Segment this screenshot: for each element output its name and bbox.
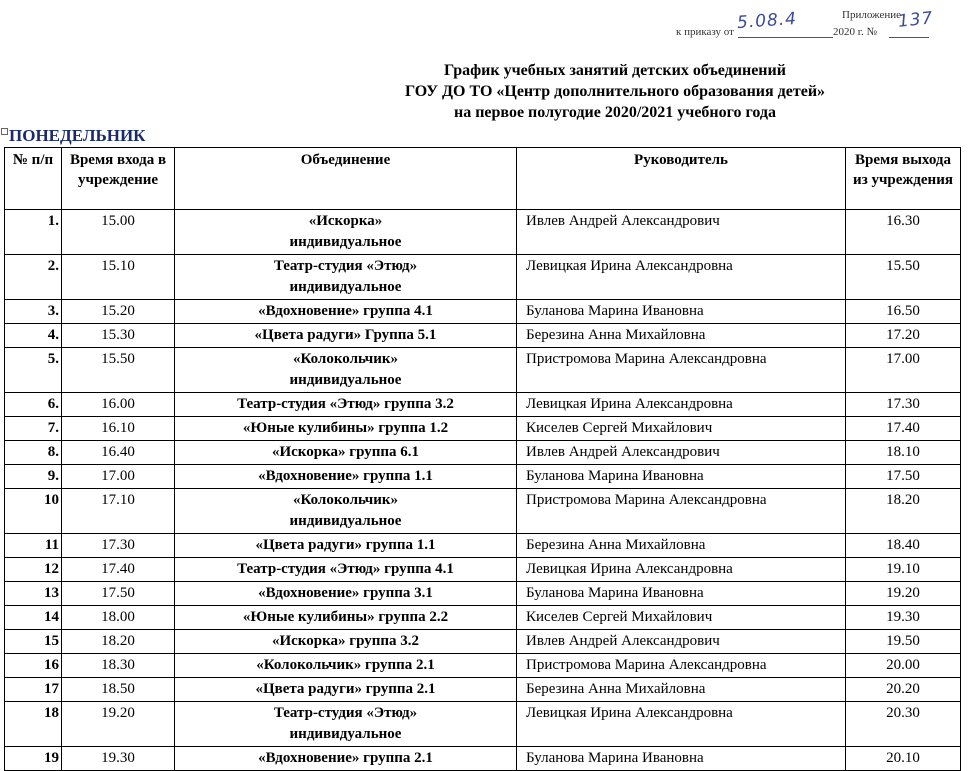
handwritten-number: 137 [897, 8, 935, 32]
time-in: 15.50 [62, 348, 175, 393]
club-name [175, 582, 517, 606]
club-type: индивидуальное [289, 513, 402, 529]
table-row [5, 606, 961, 630]
header-num: № п/п [5, 148, 62, 210]
head-name: Березина Анна Михайловна [517, 678, 846, 702]
time-out: 19.20 [846, 582, 961, 606]
club-name [175, 558, 517, 582]
time-in: 19.20 [62, 702, 175, 747]
club-type: индивидуальное [289, 372, 402, 388]
club-title: Театр-студия «Этюд» [273, 705, 418, 721]
head-name: Левицкая Ирина Александровна [517, 702, 846, 747]
table-row [5, 630, 961, 654]
club-title: «Вдохновение» группа 2.1 [258, 750, 433, 766]
header-head: Руководитель [517, 148, 846, 210]
table-row [5, 210, 961, 255]
time-in: 19.30 [62, 747, 175, 771]
club-title: «Цвета радуги» группа 2.1 [255, 681, 436, 697]
time-in: 16.10 [62, 417, 175, 441]
time-out: 15.50 [846, 255, 961, 300]
time-in: 15.30 [62, 324, 175, 348]
club-name [175, 348, 517, 393]
table-row [5, 489, 961, 534]
table-row [5, 465, 961, 489]
time-out: 17.40 [846, 417, 961, 441]
table-row [5, 558, 961, 582]
club-name [175, 747, 517, 771]
table-header-row [5, 148, 961, 210]
row-number: 6. [5, 393, 62, 417]
table-row [5, 582, 961, 606]
club-name [175, 465, 517, 489]
row-number: 10 [5, 489, 62, 534]
time-in: 18.50 [62, 678, 175, 702]
document-title-line1: График учебных занятий детских объединений [444, 62, 786, 79]
time-in: 17.00 [62, 465, 175, 489]
club-name [175, 606, 517, 630]
club-name [175, 654, 517, 678]
head-name: Березина Анна Михайловна [517, 534, 846, 558]
time-in: 17.30 [62, 534, 175, 558]
club-type: индивидуальное [289, 234, 402, 250]
date-underline [738, 37, 833, 38]
head-name: Березина Анна Михайловна [517, 324, 846, 348]
time-out: 16.50 [846, 300, 961, 324]
row-number: 17 [5, 678, 62, 702]
row-number: 9. [5, 465, 62, 489]
time-out: 16.30 [846, 210, 961, 255]
anchor-marker-icon [1, 128, 8, 135]
header-time-out: Время выхода из учреждения [846, 148, 961, 210]
row-number: 11 [5, 534, 62, 558]
club-title: «Вдохновение» группа 1.1 [258, 468, 433, 484]
header-club: Объединение [175, 148, 517, 210]
table-body [5, 210, 961, 771]
time-out: 20.10 [846, 747, 961, 771]
row-number: 18 [5, 702, 62, 747]
row-number: 2. [5, 255, 62, 300]
club-title: «Искорка» группа 6.1 [271, 444, 420, 460]
number-underline [889, 37, 929, 38]
time-out: 17.20 [846, 324, 961, 348]
time-in: 15.10 [62, 255, 175, 300]
time-out: 20.30 [846, 702, 961, 747]
club-title: «Колокольчик» [292, 351, 399, 367]
club-name [175, 534, 517, 558]
table-row [5, 324, 961, 348]
head-name: Ивлев Андрей Александрович [517, 630, 846, 654]
head-name: Пристромова Марина Александровна [517, 654, 846, 678]
header-time-in: Время входа в учреждение [62, 148, 175, 210]
day-heading-text: ПОНЕДЕЛЬНИК [9, 126, 146, 145]
table-row [5, 417, 961, 441]
row-number: 7. [5, 417, 62, 441]
time-out: 19.30 [846, 606, 961, 630]
time-out: 19.10 [846, 558, 961, 582]
head-name: Пристромова Марина Александровна [517, 348, 846, 393]
head-name: Ивлев Андрей Александрович [517, 441, 846, 465]
row-number: 16 [5, 654, 62, 678]
table-row [5, 747, 961, 771]
head-name: Левицкая Ирина Александровна [517, 558, 846, 582]
document-title-line2: ГОУ ДО ТО «Центр дополнительного образования детей» [404, 83, 826, 100]
time-in: 15.00 [62, 210, 175, 255]
head-name: Пристромова Марина Александровна [517, 489, 846, 534]
time-in: 18.00 [62, 606, 175, 630]
time-in: 17.40 [62, 558, 175, 582]
head-name: Буланова Марина Ивановна [517, 747, 846, 771]
time-in: 16.40 [62, 441, 175, 465]
row-number: 15 [5, 630, 62, 654]
row-number: 5. [5, 348, 62, 393]
table-row [5, 654, 961, 678]
club-title: «Цвета радуги» группа 1.1 [255, 537, 436, 553]
time-out: 19.50 [846, 630, 961, 654]
row-number: 12 [5, 558, 62, 582]
table-row [5, 348, 961, 393]
club-title: «Вдохновение» группа 4.1 [258, 303, 433, 319]
club-name [175, 678, 517, 702]
club-title: Театр-студия «Этюд» группа 3.2 [237, 396, 454, 412]
club-name [175, 393, 517, 417]
row-number: 1. [5, 210, 62, 255]
time-in: 15.20 [62, 300, 175, 324]
schedule-table [4, 147, 961, 771]
time-in: 18.20 [62, 630, 175, 654]
time-out: 17.00 [846, 348, 961, 393]
club-name [175, 255, 517, 300]
document-title-line3: на первое полугодие 2020/2021 учебного года [453, 104, 777, 121]
order-year-number-label: 2020 г. № [833, 26, 878, 38]
row-number: 13 [5, 582, 62, 606]
table-row [5, 441, 961, 465]
time-out: 17.30 [846, 393, 961, 417]
day-heading [1, 126, 146, 146]
club-title: «Юные кулибины» группа 2.2 [242, 609, 449, 625]
table-row [5, 255, 961, 300]
order-prefix: к приказу от [676, 26, 734, 38]
club-title: «Искорка» [308, 213, 383, 229]
time-in: 16.00 [62, 393, 175, 417]
time-in: 17.10 [62, 489, 175, 534]
table-row [5, 678, 961, 702]
head-name: Киселев Сергей Михайлович [517, 606, 846, 630]
club-title: «Юные кулибины» группа 1.2 [242, 420, 449, 436]
club-title: «Искорка» группа 3.2 [271, 633, 420, 649]
head-name: Буланова Марина Ивановна [517, 582, 846, 606]
time-out: 20.00 [846, 654, 961, 678]
time-out: 18.20 [846, 489, 961, 534]
time-out: 17.50 [846, 465, 961, 489]
handwritten-date: 5.08.4 [736, 8, 798, 34]
club-title: «Колокольчик» [292, 492, 399, 508]
head-name: Буланова Марина Ивановна [517, 300, 846, 324]
head-name: Буланова Марина Ивановна [517, 465, 846, 489]
club-title: Театр-студия «Этюд» [273, 258, 418, 274]
club-title: Театр-студия «Этюд» группа 4.1 [237, 561, 454, 577]
appendix-label: Приложение [842, 9, 902, 21]
table-row [5, 393, 961, 417]
time-out: 18.10 [846, 441, 961, 465]
club-name [175, 489, 517, 534]
club-name [175, 417, 517, 441]
club-title: «Колокольчик» группа 2.1 [256, 657, 435, 673]
club-name [175, 441, 517, 465]
club-type: индивидуальное [289, 279, 402, 295]
row-number: 14 [5, 606, 62, 630]
time-out: 20.20 [846, 678, 961, 702]
club-title: «Цвета радуги» Группа 5.1 [254, 327, 437, 343]
club-title: «Вдохновение» группа 3.1 [258, 585, 433, 601]
table-row [5, 534, 961, 558]
club-name [175, 324, 517, 348]
row-number: 8. [5, 441, 62, 465]
head-name: Киселев Сергей Михайлович [517, 417, 846, 441]
row-number: 3. [5, 300, 62, 324]
head-name: Левицкая Ирина Александровна [517, 393, 846, 417]
head-name: Ивлев Андрей Александрович [517, 210, 846, 255]
time-in: 17.50 [62, 582, 175, 606]
club-name [175, 300, 517, 324]
head-name: Левицкая Ирина Александровна [517, 255, 846, 300]
club-name [175, 630, 517, 654]
club-name [175, 210, 517, 255]
table-row [5, 300, 961, 324]
time-in: 18.30 [62, 654, 175, 678]
time-out: 18.40 [846, 534, 961, 558]
row-number: 19 [5, 747, 62, 771]
row-number: 4. [5, 324, 62, 348]
club-type: индивидуальное [289, 726, 402, 742]
